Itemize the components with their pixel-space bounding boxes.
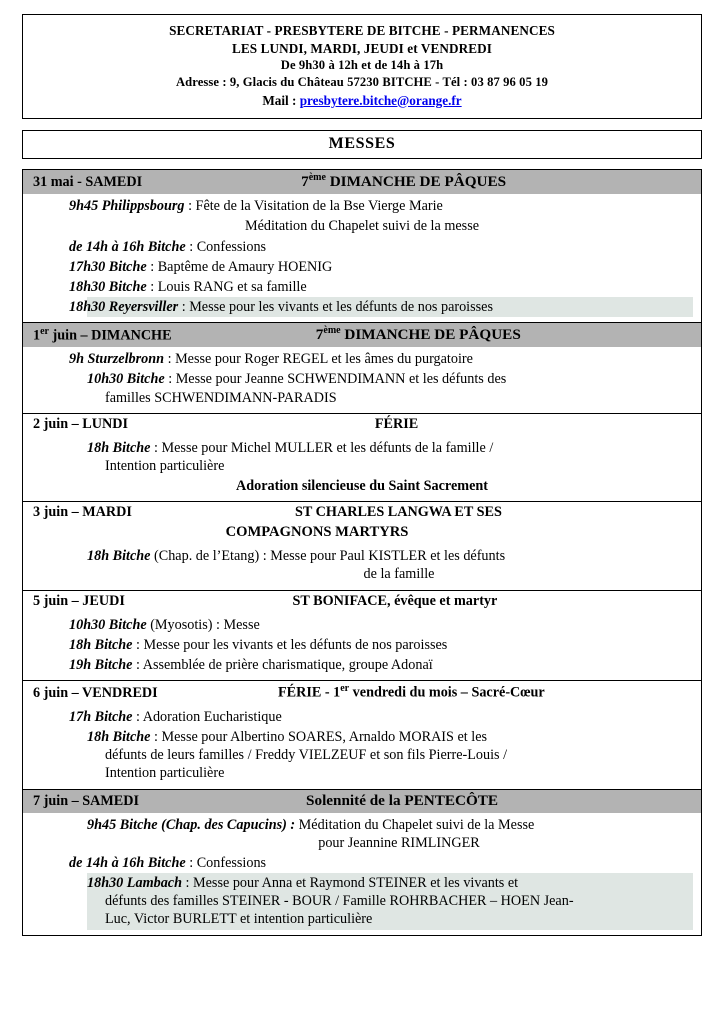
mass-schedule-table [22,169,702,936]
entry-continuation: pour Jeannine RIMLINGER [318,834,480,851]
entry-lead: 9h45 Bitche (Chap. des Capucins) : [87,816,296,833]
header-line-1: SECRETARIAT - PRESBYTERE DE BITCHE - PERMANENCES [169,23,555,38]
day-entries [23,813,701,935]
entry-text: : Messe pour Albertino SOARES, Arnaldo MORAIS et les [150,729,488,746]
feast-prefix: 7 [301,173,309,191]
mass-entry [69,707,693,727]
day-block [23,502,701,590]
mass-entry-note: Adoration silencieuse du Saint Sacrement [236,478,488,495]
mass-entry [87,438,693,476]
mass-entry [87,727,693,784]
entry-text: : Confessions [185,238,267,255]
day-header [23,170,701,194]
entry-text: : Assemblée de prière charismatique, groupe Adonaï [132,656,433,673]
feast-superscript: ème [323,325,341,337]
day-header [23,591,701,613]
day-entries [23,544,701,589]
day-block [23,414,701,503]
entry-lead: 18h Bitche [69,636,133,653]
mass-entry [69,196,693,216]
day-header [23,790,701,813]
day-header [23,502,701,524]
entry-lead: 9h Sturzelbronn [69,351,165,368]
entry-lead: 18h Bitche [87,729,151,746]
entry-text: : Louis RANG et sa famille [146,278,307,295]
mass-entry [87,815,693,853]
header-address-line: Adresse : 9, Glacis du Château 57230 BITCHE - Tél : 03 87 96 05 19 [175,74,549,89]
day-feast: ST CHARLES LANGWA ET SES [295,504,502,521]
feast-prefix: 7 [315,326,324,344]
feast-superscript: ème [308,172,326,184]
day-feast: Solennité de la PENTECÔTE [306,791,499,809]
entry-lead: 18h Bitche [87,548,151,565]
mass-entry [87,546,693,584]
entry-lead: 19h Bitche [69,656,133,673]
entry-text: : Baptême de Amaury HOENIG [146,258,333,275]
entry-text: : Messe pour Michel MULLER et les défunts de la famille / [150,439,494,456]
day-entries [23,347,701,413]
entry-lead: 17h Bitche [69,708,133,725]
day-entries [23,436,701,502]
section-title: MESSES [328,135,396,153]
feast-superscript: er [340,683,350,695]
feast-suffix: DIMANCHE DE PÂQUES [340,326,521,344]
day-header [23,323,701,347]
entry-text: : Messe pour Roger REGEL et les âmes du purgatoire [164,351,473,368]
entry-text: : Adoration Eucharistique [132,708,282,725]
date-prefix: 1 [33,327,41,344]
mass-entry [69,853,693,873]
feast-suffix: vendredi du mois – Sacré-Cœur [349,684,545,701]
entry-continuation: de la famille [363,566,435,583]
day-feast [142,172,695,191]
day-feast: FÉRIE [374,415,419,432]
entry-continuation: familles SCHWENDIMANN-PARADIS [105,389,337,406]
header-line-3: De 9h30 à 12h et de 14h à 17h [280,58,444,73]
mass-entry [69,277,693,297]
entry-lead: de 14h à 16h Bitche [69,854,186,871]
day-entries [23,194,701,322]
mass-entry [69,257,693,277]
day-entries [23,705,701,789]
section-title-box [22,130,702,159]
entry-text: : Messe pour Anna et Raymond STEINER et les vivants et [181,875,519,892]
entry-lead: 18h30 Reyersviller [69,299,179,316]
date-superscript: er [40,325,49,337]
entry-text: : Messe pour les vivants et les défunts de nos paroisses [178,299,493,316]
day-entries [23,613,701,681]
entry-lead: 18h30 Bitche [69,278,147,295]
day-header [23,681,701,705]
date-suffix: juin – DIMANCHE [48,327,172,344]
entry-continuation-2: Intention particulière [105,765,225,782]
mass-entry-note [31,216,693,236]
entry-lead: de 14h à 16h Bitche [69,238,186,255]
entry-continuation: Intention particulière [105,457,225,474]
day-date: 2 juin – LUNDI [33,415,128,432]
header-line-2: LES LUNDI, MARDI, JEUDI et VENDREDI [231,40,493,56]
day-header [23,414,701,436]
entry-lead: 10h30 Bitche [69,616,147,633]
day-feast: ST BONIFACE, évêque et martyr [292,592,498,609]
email-link[interactable]: presbytere.bitche@orange.fr [299,92,462,108]
mass-entry [69,635,693,655]
entry-text: Méditation du Chapelet suivi de la Messe [295,816,535,833]
entry-lead: 10h30 Bitche [87,371,165,388]
mass-entry [69,237,693,257]
entry-lead: 17h30 Bitche [69,258,147,275]
entry-continuation: défunts des familles STEINER - BOUR / Famille ROHRBACHER – HOEN Jean- [105,893,574,910]
day-date: 31 mai - SAMEDI [33,174,143,191]
day-block [23,323,701,414]
mass-entry [69,655,693,675]
entry-continuation-2: Luc, Victor BURLETT et intention particulière [105,911,373,928]
entry-lead: 9h45 Philippsbourg [69,198,185,215]
entry-text: : Messe pour les vivants et les défunts de nos paroisses [132,636,448,653]
day-block [23,790,701,935]
mass-entry [87,369,693,407]
header-mail-line [29,92,695,110]
entry-text: : Confessions [185,854,267,871]
mass-entry [69,615,693,635]
entry-text: (Chap. de l’Etang) : Messe pour Paul KISTLER et les défunts [150,548,506,565]
day-feast-line2: COMPAGNONS MARTYRS [225,524,409,541]
mass-entry [69,349,693,369]
day-date: 6 juin – VENDREDI [33,684,158,701]
mass-entry-highlighted [87,873,693,930]
day-block [23,681,701,789]
feast-prefix: FÉRIE - 1 [277,684,341,701]
mail-label: Mail : [262,92,300,108]
day-feast [172,325,695,344]
mass-entry-highlighted [69,297,693,317]
entry-text: (Myosotis) : Messe [146,616,260,633]
day-feast [158,683,695,702]
day-date: 5 juin – JEUDI [33,592,125,609]
day-date [33,326,172,345]
parish-header [22,14,702,119]
day-date: 7 juin – SAMEDI [33,792,140,809]
entry-lead: 18h Bitche [87,439,151,456]
day-date: 3 juin – MARDI [33,504,132,521]
day-block [23,170,701,323]
day-block [23,591,701,682]
entry-continuation: défunts de leurs familles / Freddy VIELZEUF et son fils Pierre-Louis / [105,747,508,764]
entry-text: Méditation du Chapelet suivi de la messe [244,218,480,235]
entry-text: : Messe pour Jeanne SCHWENDIMANN et les défunts des [164,371,507,388]
entry-lead: 18h30 Lambach [87,875,182,892]
entry-text: : Fête de la Visitation de la Bse Vierge Marie [184,198,443,215]
feast-suffix: DIMANCHE DE PÂQUES [325,173,507,191]
